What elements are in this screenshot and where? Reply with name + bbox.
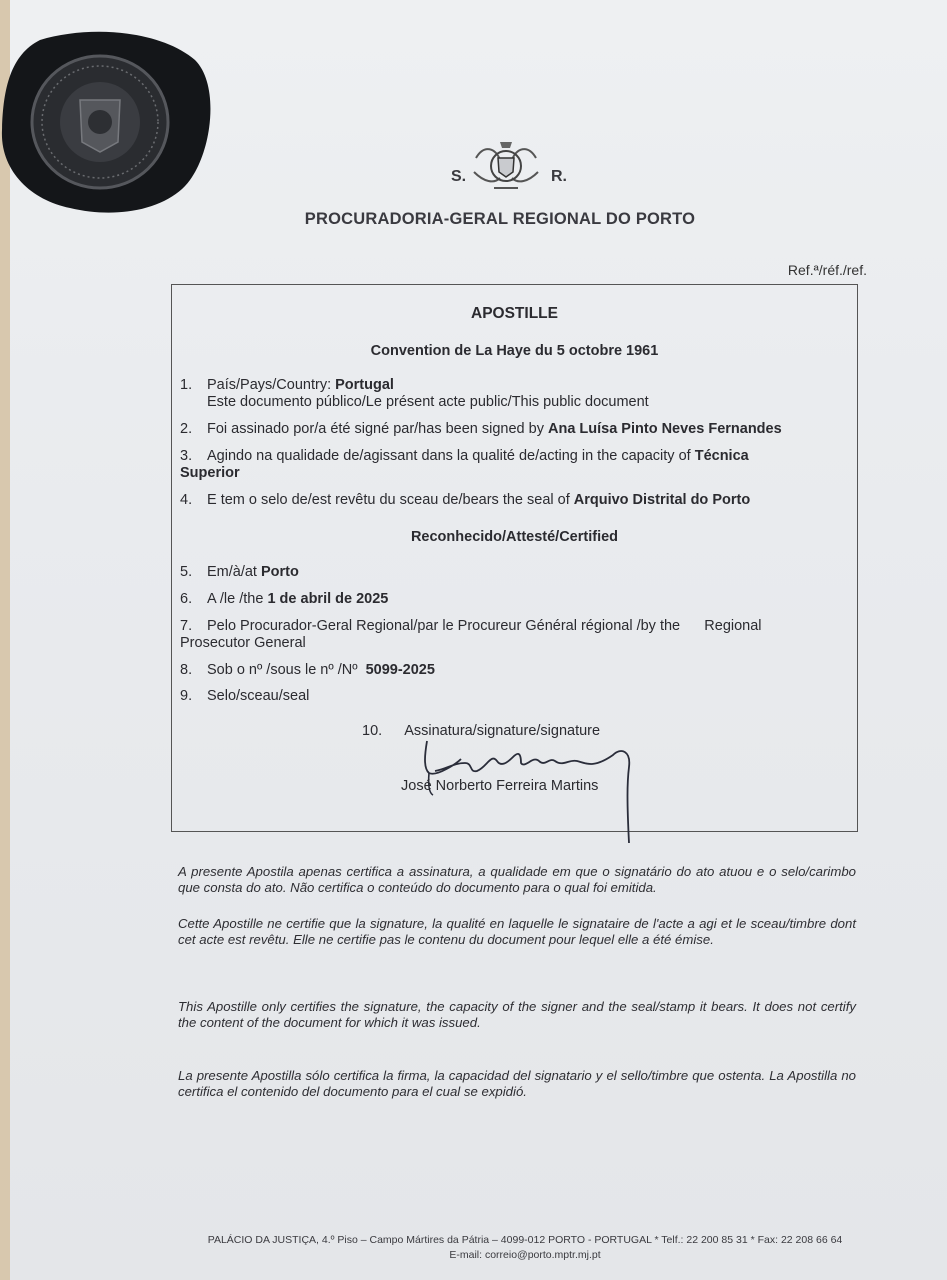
reference-label: Ref.ª/réf./ref. [787, 262, 867, 278]
note-french: Cette Apostille ne certifie que la signature, la qualité en laquelle le signataire de l'acte a agi et le sceau/timbre dont cet acte est revêtu. Elle ne certifie pas le contenu du document pour lequel elle a été émise. [178, 916, 856, 947]
note-spanish: La presente Apostilla sólo certifica la firma, la capacidad del signatario y el sello/timbre que ostenta. La Apostilla no certifica el contenido del documento para el cual se expidió. [178, 1068, 856, 1099]
note-english: This Apostille only certifies the signature, the capacity of the signer and the seal/stamp it bears. It does not certify the content of the document for which it was issued. [178, 999, 856, 1030]
item-2: 2. Foi assinado por/a été signé par/has been signed by Ana Luísa Pinto Neves Fernandes [180, 421, 782, 437]
item-8: 8. Sob o nº /sous le nº /Nº 5099-2025 [180, 662, 435, 678]
item-10-number: 10. [362, 723, 383, 739]
item-5: 5. Em/à/at Porto [180, 564, 299, 580]
signatory-name: José Norberto Ferreira Martins [401, 778, 599, 794]
capacity-value-b: Superior [180, 465, 240, 481]
coat-of-arms-icon [470, 138, 542, 194]
date-value: 1 de abril de 2025 [267, 591, 389, 607]
signature-label: Assinatura/signature/signature [404, 723, 601, 739]
item-6: 6. A /le /the 1 de abril de 2025 [180, 591, 389, 607]
note-portuguese: A presente Apostila apenas certifica a assinatura, a qualidade em que o signatário do ato atuou e o selo/carimbo que consta do ato. Não certifica o conteúdo do documento para o qual foi emitida. [178, 864, 856, 895]
seal-owner: Arquivo Distrital do Porto [573, 492, 751, 508]
item-9: 9. Selo/sceau/seal [180, 688, 310, 704]
certified-heading: Reconhecido/Attesté/Certified [410, 529, 619, 545]
item-1: 1. País/Pays/Country: Portugal Este documento público/Le présent acte public/This public document [180, 377, 649, 410]
item-3: 3. Agindo na qualidade de/agissant dans la qualité de/acting in the capacity of Técnica Superior [180, 448, 749, 481]
item-7: 7. Pelo Procurador-Geral Regional/par le Procureur Général régional /by the Regional Prosecutor General [180, 618, 762, 651]
apostille-box [171, 284, 858, 832]
country-value: Portugal [335, 377, 394, 393]
capacity-value-a: Técnica [694, 448, 749, 464]
place-value: Porto [261, 564, 299, 580]
wax-seal-icon [0, 30, 215, 220]
signer-name: Ana Luísa Pinto Neves Fernandes [547, 421, 782, 437]
number-value: 5099-2025 [365, 662, 435, 678]
footer-address: PALÁCIO DA JUSTIÇA, 4.º Piso – Campo Mártires da Pátria – 4099-012 PORTO - PORTUGAL * Telf.: 22 200 85 31 * Fax: 22 208 66 64 [207, 1234, 843, 1246]
item-4: 4. E tem o selo de/est revêtu du sceau de/bears the seal of Arquivo Distrital do Porto [180, 492, 751, 508]
footer-email: E-mail: correio@porto.mptr.mj.pt [449, 1249, 601, 1261]
organization-name: PROCURADORIA-GERAL REGIONAL DO PORTO [304, 210, 696, 228]
convention-line: Convention de La Haye du 5 octobre 1961 [370, 343, 659, 359]
s-letter: S. [451, 168, 467, 185]
apostille-title: APOSTILLE [471, 305, 558, 322]
r-letter: R. [551, 168, 567, 185]
